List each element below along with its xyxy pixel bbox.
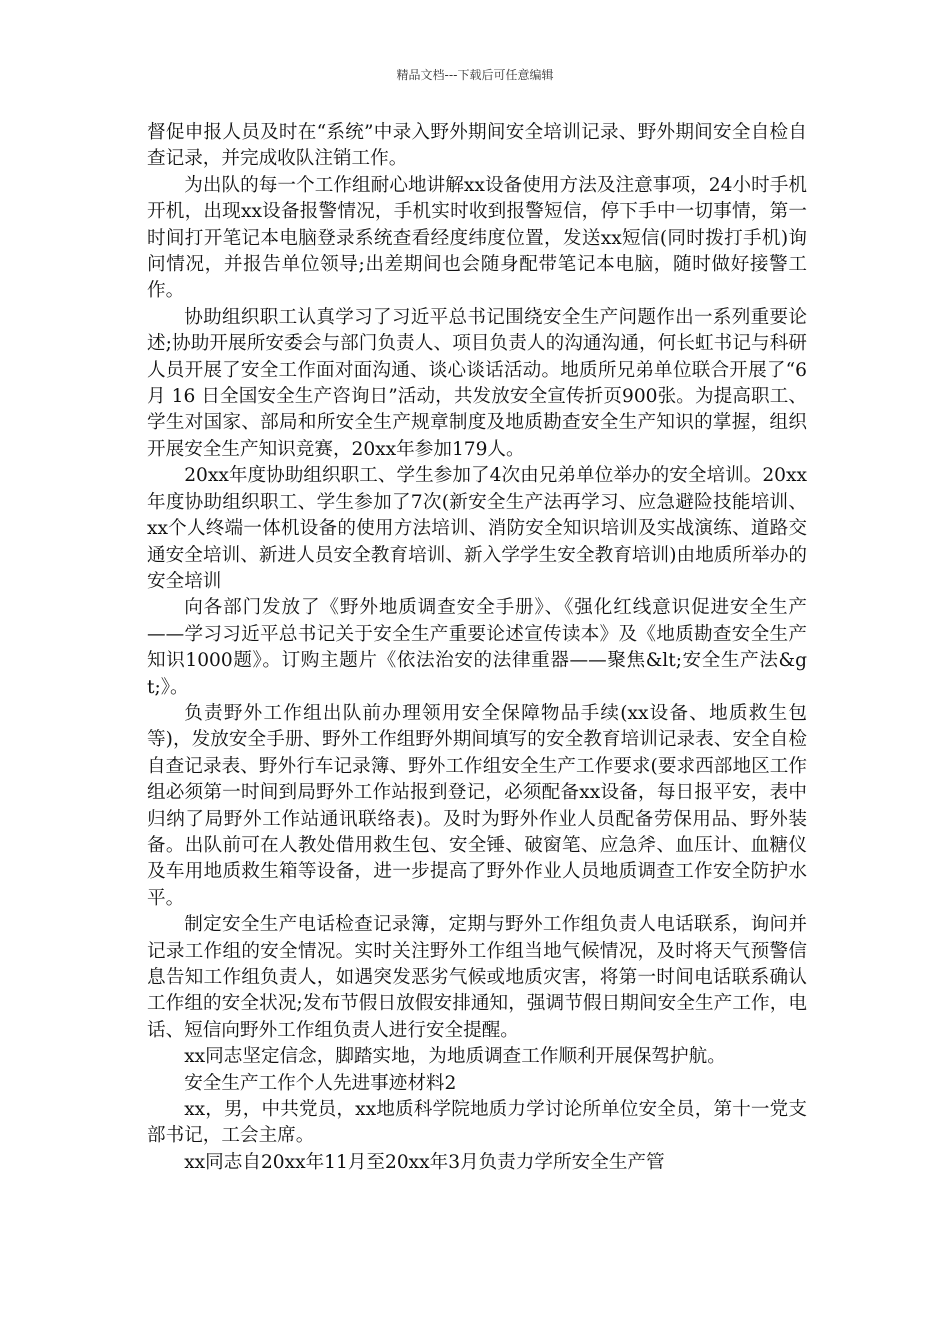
paragraph-2: 为出队的每一个工作组耐心地讲解xx设备使用方法及注意事项，24小时手机开机，出现xx设备报警情况，手机实时收到报警短信，停下手中一切事情，第一时间打开笔记本电脑登录系统查看经度纬度位置，发送xx短信(同时拨打手机)询问情况，并报告单位领导;出差期间也会随身配带笔记本电脑，随时做好接警工作。 (147, 174, 807, 302)
paragraph-8: xx同志坚定信念，脚踏实地，为地质调查工作顺利开展保驾护航。 (184, 1046, 726, 1068)
paragraph-6: 负责野外工作组出队前办理领用安全保障物品手续(xx设备、地质救生包等)，发放安全手册、野外工作组野外期间填写的安全教育培训记录表、安全自检自查记录表、野外行车记录簿、野外工作组安全生产工作要求(要求西部地区工作组必须第一时间到局野外工作站报到登记，必须配备xx设备，每日报平安，表中归纳了局野外工作站通讯联络表)。及时为野外作业人员配备劳保用品、野外装备。出队前可在人教处借用救生包、安全锤、破窗笔、应急斧、血压计、血糖仪及车用地质救生箱等设备，进一步提高了野外作业人员地质调查工作安全防护水平。 (147, 702, 807, 909)
page-header: 精品文档---下载后可任意编辑 (396, 68, 554, 82)
section-title: 安全生产工作个人先进事迹材料2 (184, 1072, 457, 1094)
paragraph-5: 向各部门发放了《野外地质调查安全手册》、《强化红线意识促进安全生产——学习习近平总书记关于安全生产重要论述宣传读本》及《地质勘查安全生产知识1000题》。订购主题片《依法治安的法律重器——聚焦&lt;安全生产法&gt;》。 (147, 597, 807, 698)
paragraph-9: xx，男，中共党员，xx地质科学院地质力学讨论所单位安全员，第十一党支部书记，工会主席。 (147, 1099, 807, 1147)
paragraph-3: 协助组织职工认真学习了习近平总书记围绕安全生产问题作出一系列重要论述;协助开展所安委会与部门负责人、项目负责人的沟通沟通，何长虹书记与科研人员开展了安全工作面对面沟通、谈心谈话活动。地质所兄弟单位联合开展了“6 月 16 日全国安全生产咨询日”活动，共发放安全宣传折页900张。为提高职工、学生对国家、部局和所安全生产规章制度及地质勘查安全生产知识的掌握，组织开展安全生产知识竞赛，20xx年参加179人。 (147, 306, 807, 460)
paragraph-1: 督促申报人员及时在“系统”中录入野外期间安全培训记录、野外期间安全自检自查记录，并完成收队注销工作。 (147, 122, 807, 170)
paragraph-4: 20xx年度协助组织职工、学生参加了4次由兄弟单位举办的安全培训。20xx年度协助组织职工、学生参加了7次(新安全生产法再学习、应急避险技能培训、xx个人终端一体机设备的使用方法培训、消防安全知识培训及实战演练、道路交通安全培训、新进人员安全教育培训、新入学学生安全教育培训)由地质所举办的安全培训 (147, 465, 807, 592)
paragraph-10: xx同志自20xx年11月至20xx年3月负责力学所安全生产管 (184, 1151, 665, 1173)
paragraph-7: 制定安全生产电话检查记录簿，定期与野外工作组负责人电话联系，询问并记录工作组的安全情况。实时关注野外工作组当地气候情况，及时将天气预警信息告知工作组负责人，如遇突发恶劣气候或地质灾害，将第一时间电话联系确认工作组的安全状况;发布节假日放假安排通知，强调节假日期间安全生产工作，电话、短信向野外工作组负责人进行安全提醒。 (147, 914, 807, 1041)
document-body (147, 120, 807, 1176)
